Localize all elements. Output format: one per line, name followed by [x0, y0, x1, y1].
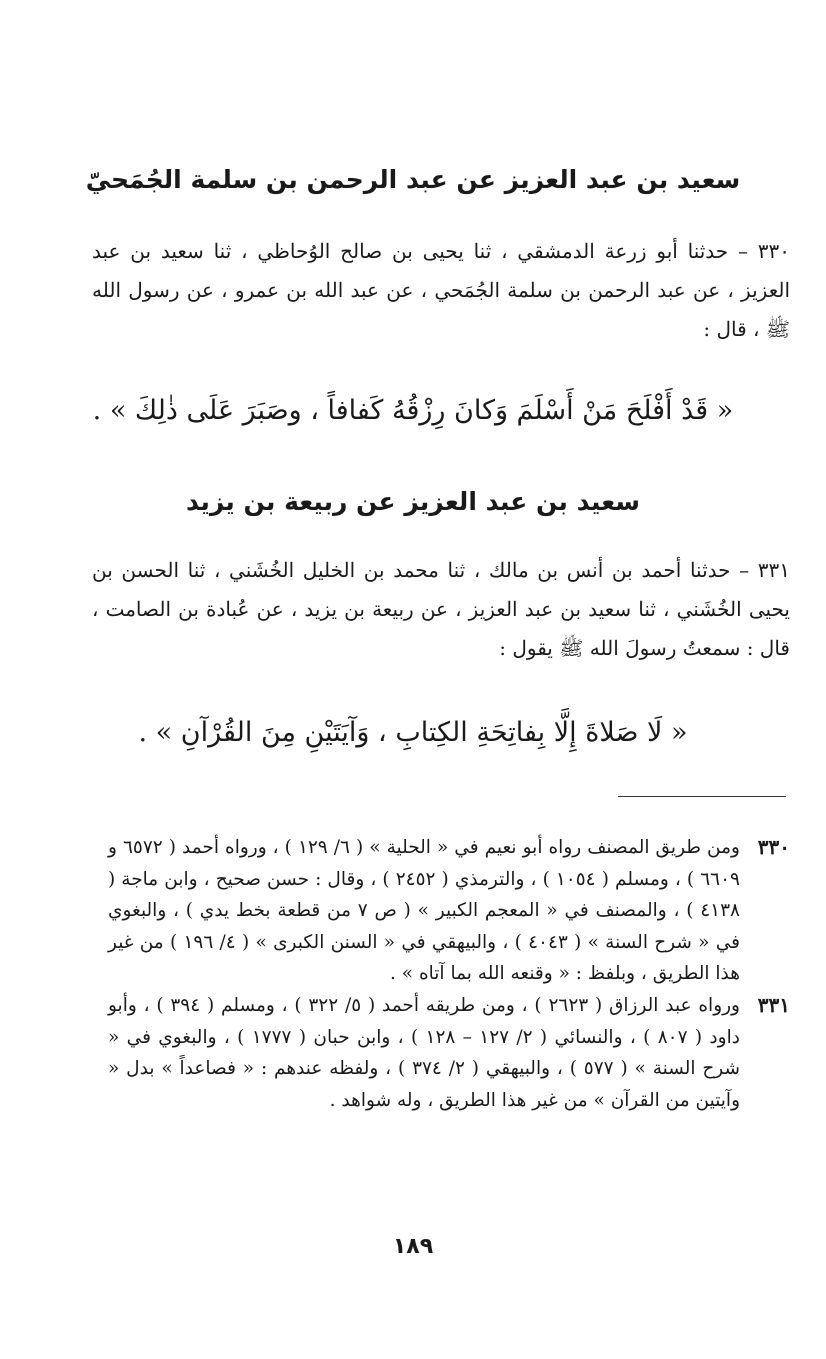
chapter-heading: سعيد بن عبد العزيز عن ربيعة بن يزيد [186, 487, 640, 516]
footnote-divider [618, 796, 786, 797]
hadith-331-isnad: ٣٣١ – حدثنا أحمد بن أنس بن مالك ، ثنا محمد بن الخليل الخُشَني ، ثنا الحسن بن يحيى الخُشَني ، ثنا سعيد بن عبد العزيز ، عن ربيعة بن يزيد ، عن عُبادة بن الصامت ، قال : سمعتُ رسولَ الله ﷺ يقول : [92, 558, 790, 660]
hadith-331-text: « لَا صَلاةَ إِلَّا بِفاتِحَةِ الكِتابِ ، وَآيَتَيْنِ مِنَ القُرْآنِ » . [138, 717, 688, 748]
page-number: ١٨٩ [392, 1234, 434, 1259]
hadith-330-text: « قَدْ أَفْلَحَ مَنْ أَسْلَمَ وَكانَ رِزْقُهُ كَفافاً ، وصَبَرَ عَلَى ذٰلِكَ » . [92, 395, 734, 426]
footnotes [108, 832, 790, 1116]
footnote-text: ومن طريق المصنف رواه أبو نعيم في « الحلية » ( ٦/ ١٢٩ ) ، ورواه أحمد ( ٦٥٧٢ و ٦٦٠٩ ) ، ومسلم ( ١٠٥٤ ) ، والترمذي ( ٢٤٥٢ ) ، وقال : حسن صحيح ، وابن ماجة ( ٤١٣٨ ) ، والمصنف في « المعجم الكبير » ( ص ٧ من قطعة بخط يدي ) ، والبغوي في « شرح السنة » ( ٤٠٤٣ ) ، والبيهقي في « السنن الكبرى » ( ٤/ ١٩٦ ) من غير هذا الطريق ، وبلفظ : « وقنعه الله بما آتاه » . [108, 837, 740, 985]
footnote-330 [108, 832, 790, 990]
footnote-331 [108, 990, 790, 1116]
hadith-330-isnad: ٣٣٠ – حدثنا أبو زرعة الدمشقي ، ثنا يحيى بن صالح الوُحاظي ، ثنا سعيد بن عبد العزيز ، عن عبد الرحمن بن سلمة الجُمَحي ، عن عبد الله بن عمرو ، عن رسول الله ﷺ ، قال : [92, 239, 790, 341]
chapter-heading: سعيد بن عبد العزيز عن عبد الرحمن بن سلمة الجُمَحيّ [85, 165, 741, 194]
footnote-number: ٣٣٠ [757, 835, 790, 859]
footnote-text: ورواه عبد الرزاق ( ٢٦٢٣ ) ، ومن طريقه أحمد ( ٥/ ٣٢٢ ) ، ومسلم ( ٣٩٤ ) ، وأبو داود ( ٨٠٧ ) ، والنسائي ( ٢/ ١٢٧ – ١٢٨ ) ، وابن حبان ( ١٧٧٧ ) ، والبغوي في « شرح السنة » ( ٥٧٧ ) ، والبيهقي ( ٢/ ٣٧٤ ) ، ولفظه عندهم : « فصاعداً » بدل « وآيتين من القرآن » من غير هذا الطريق ، وله شواهد . [108, 994, 740, 1111]
footnote-number: ٣٣١ [757, 992, 790, 1017]
